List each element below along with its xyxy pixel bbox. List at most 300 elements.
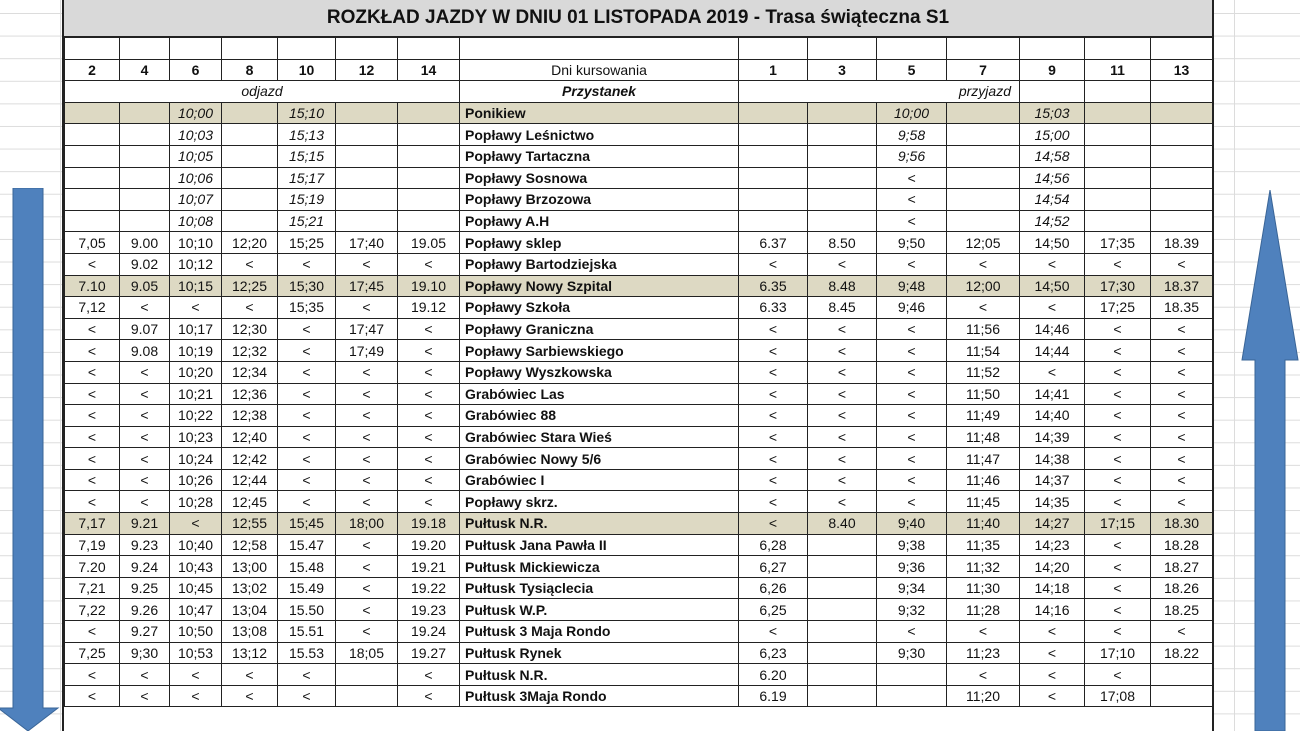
arrival-time-cell: 6.35 [739,275,808,297]
departure-time-cell: < [336,556,398,578]
departure-time-cell [336,685,398,707]
departure-time-cell: < [65,664,120,686]
arrival-time-cell: < [808,405,877,427]
arrival-time-cell: < [947,253,1020,275]
stop-name: Pułtusk Rynek [460,642,739,664]
departure-time-cell: < [398,383,460,405]
departure-time-cell: 15;30 [278,275,336,297]
arrival-time-cell: < [1151,469,1213,491]
arrival-time-cell: < [1020,621,1085,643]
arrival-time-cell [808,210,877,232]
arrival-time-cell: 18.25 [1151,599,1213,621]
arrival-time-cell: 6,25 [739,599,808,621]
arrival-time-cell [808,642,877,664]
arrival-time-cell: < [877,383,947,405]
arrival-time-cell: < [1020,642,1085,664]
departure-time-cell: < [65,448,120,470]
departure-time-cell: 15.49 [278,577,336,599]
timetable-sheet [62,0,1214,731]
arrival-time-cell: < [877,621,947,643]
arrival-time-cell: < [1085,664,1151,686]
departure-time-cell: < [336,491,398,513]
departure-time-cell: < [278,491,336,513]
arrival-time-cell [739,102,808,124]
departure-time-cell: 15;15 [278,145,336,167]
arrival-time-cell: 17;25 [1085,297,1151,319]
arrival-time-cell: < [1085,448,1151,470]
departure-time-cell: < [65,253,120,275]
departure-time-cell: 12;58 [222,534,278,556]
arrival-time-cell [808,621,877,643]
departure-time-cell: 9.05 [120,275,170,297]
arrival-time-cell: 11;40 [947,513,1020,535]
arrival-time-cell: < [1151,361,1213,383]
table-row [65,469,1213,491]
arrival-time-cell: 9;56 [877,145,947,167]
departure-time-cell: < [65,685,120,707]
table-row [65,145,1213,167]
arrival-time-cell: 14;20 [1020,556,1085,578]
arrival-time-cell: 11;35 [947,534,1020,556]
departure-time-cell: 15.47 [278,534,336,556]
departure-time-cell: 19.12 [398,297,460,319]
stop-name: Pułtusk 3Maja Rondo [460,685,739,707]
departure-time-cell [65,189,120,211]
arrival-time-cell: < [808,491,877,513]
departure-time-cell [222,145,278,167]
departure-time-cell: < [278,426,336,448]
departure-time-cell [65,210,120,232]
arrival-time-cell: < [877,167,947,189]
arrival-time-cell: 14;41 [1020,383,1085,405]
departure-time-cell: < [398,405,460,427]
arrival-time-cell: < [1085,426,1151,448]
arrival-time-cell: < [1085,577,1151,599]
departure-time-cell: < [278,469,336,491]
arrival-time-cell: 9;48 [877,275,947,297]
arrival-time-cell: 18.39 [1151,232,1213,254]
departure-time-cell: 10;23 [170,426,222,448]
departure-time-cell: 9.08 [120,340,170,362]
arrival-time-cell: < [808,383,877,405]
departure-time-cell: < [170,664,222,686]
departure-time-cell: < [278,448,336,470]
departure-time-cell: 17;45 [336,275,398,297]
table-row [65,318,1213,340]
arrival-time-cell: 14;52 [1020,210,1085,232]
departure-time-cell: 15;13 [278,124,336,146]
arrival-time-cell: 6.20 [739,664,808,686]
departure-time-cell: 12;44 [222,469,278,491]
departure-time-cell: 19.18 [398,513,460,535]
arrival-time-cell: 6.19 [739,685,808,707]
arrival-time-cell: < [739,318,808,340]
arrival-time-cell: 11;47 [947,448,1020,470]
arrival-time-cell: 14;46 [1020,318,1085,340]
departure-time-cell: < [120,405,170,427]
arrival-time-cell [808,534,877,556]
departure-time-cell: < [278,361,336,383]
departure-time-cell: < [336,599,398,621]
arrival-time-cell: 14;16 [1020,599,1085,621]
arrival-time-cell [1151,124,1213,146]
arrival-time-cell [877,664,947,686]
arrival-time-cell: < [877,361,947,383]
departure-time-cell: 10;03 [170,124,222,146]
departure-time-cell: 17;49 [336,340,398,362]
arrival-time-cell: < [808,448,877,470]
departure-time-cell: < [336,448,398,470]
departure-time-cell: 12;45 [222,491,278,513]
arrival-time-cell: < [877,469,947,491]
arrival-time-cell: < [1020,297,1085,319]
departure-time-cell [398,167,460,189]
departure-time-cell [222,167,278,189]
departure-time-cell: < [278,685,336,707]
arrival-time-cell: 14;44 [1020,340,1085,362]
arrival-time-cell: 11;48 [947,426,1020,448]
departure-time-cell: 13;08 [222,621,278,643]
departure-time-cell: 19.21 [398,556,460,578]
arrival-time-cell: < [1020,664,1085,686]
departure-time-cell [398,124,460,146]
arrival-time-cell: < [877,405,947,427]
departure-time-cell: < [398,664,460,686]
stop-name: Popławy Leśnictwo [460,124,739,146]
arrival-time-cell: < [947,664,1020,686]
arrival-time-cell: < [1151,318,1213,340]
arrival-time-cell: 11;52 [947,361,1020,383]
departure-time-cell: 10;50 [170,621,222,643]
table-row [65,275,1213,297]
departure-time-cell: < [278,383,336,405]
departure-time-cell: < [170,685,222,707]
arrival-time-cell: 8.48 [808,275,877,297]
table-row [65,297,1213,319]
course-number: 12 [336,59,398,81]
arrival-time-cell: 9;32 [877,599,947,621]
departure-time-cell [336,124,398,146]
stop-name: Grabówiec I [460,469,739,491]
departure-time-cell: < [336,253,398,275]
departure-time-cell: 17;47 [336,318,398,340]
arrival-time-cell: 14;35 [1020,491,1085,513]
stop-name: Popławy A.H [460,210,739,232]
departure-time-cell: 10;00 [170,102,222,124]
course-number: 14 [398,59,460,81]
arrival-time-cell [947,124,1020,146]
departure-time-cell: < [336,469,398,491]
arrival-time-cell: < [1085,491,1151,513]
arrival-time-cell: 11;46 [947,469,1020,491]
table-row [65,426,1213,448]
arrival-time-cell: < [1085,253,1151,275]
departure-time-cell: 10;28 [170,491,222,513]
departure-time-cell: 10;12 [170,253,222,275]
departure-time-cell: 10;21 [170,383,222,405]
arrival-time-cell: < [1020,253,1085,275]
arrow-down-icon [0,188,60,731]
departure-time-cell: < [65,426,120,448]
departure-time-cell: < [222,297,278,319]
departure-time-cell: 19.23 [398,599,460,621]
arrival-time-cell: 14;56 [1020,167,1085,189]
arrival-time-cell [739,145,808,167]
stop-name: Popławy Graniczna [460,318,739,340]
days-header: Dni kursowania [460,59,739,81]
departure-time-cell: 9.00 [120,232,170,254]
departure-time-cell: 10;53 [170,642,222,664]
departure-time-cell: < [120,426,170,448]
table-row [65,210,1213,232]
departure-time-cell: < [65,340,120,362]
departure-time-cell: < [398,426,460,448]
stop-name: Popławy Sarbiewskiego [460,340,739,362]
departure-time-cell: 18;00 [336,513,398,535]
table-row [65,491,1213,513]
arrival-time-cell: 11;56 [947,318,1020,340]
timetable [64,37,1213,707]
departure-time-cell [120,145,170,167]
label-row [65,81,1213,103]
arrival-time-cell: < [739,469,808,491]
arrival-time-cell: 8.40 [808,513,877,535]
arrival-time-cell [808,577,877,599]
arrival-time-cell [1151,664,1213,686]
stop-name: Grabówiec Nowy 5/6 [460,448,739,470]
arrival-time-cell: < [1151,426,1213,448]
departure-time-cell: < [336,426,398,448]
departure-time-cell: 7,05 [65,232,120,254]
table-row [65,361,1213,383]
departure-time-cell: 10;20 [170,361,222,383]
departure-time-cell: < [222,253,278,275]
course-number: 4 [120,59,170,81]
arrival-time-cell: < [1151,383,1213,405]
arrival-time-cell: 18.27 [1151,556,1213,578]
arrival-time-cell: 6,26 [739,577,808,599]
table-row [65,621,1213,643]
arrival-time-cell: < [1085,383,1151,405]
arrival-time-cell: 11;23 [947,642,1020,664]
arrival-time-cell: 14;37 [1020,469,1085,491]
arrival-time-cell: < [739,621,808,643]
departure-time-cell: 19.20 [398,534,460,556]
departure-time-cell: 10;15 [170,275,222,297]
departure-time-cell: < [398,253,460,275]
departure-time-cell: < [336,361,398,383]
departure-time-cell [222,210,278,232]
departure-time-cell: < [65,491,120,513]
arrival-time-cell [739,167,808,189]
departure-time-cell: < [336,577,398,599]
arrival-time-cell: 11;45 [947,491,1020,513]
stop-column-label: Przystanek [460,81,739,103]
arrival-time-cell: < [947,297,1020,319]
departure-time-cell [336,167,398,189]
arrival-time-cell: 6,28 [739,534,808,556]
arrival-time-cell [1085,189,1151,211]
table-row [65,189,1213,211]
departure-time-cell: < [120,361,170,383]
departure-time-cell [120,102,170,124]
departure-time-cell: 15;17 [278,167,336,189]
stop-name: Grabówiec 88 [460,405,739,427]
departure-time-cell: 7,25 [65,642,120,664]
arrival-time-cell: 18.28 [1151,534,1213,556]
arrival-time-cell: 11;32 [947,556,1020,578]
arrival-time-cell: < [1151,405,1213,427]
departure-time-cell: < [398,448,460,470]
arrival-time-cell: < [1085,599,1151,621]
table-row [65,556,1213,578]
stop-name: Popławy Tartaczna [460,145,739,167]
arrival-time-cell [1151,189,1213,211]
arrival-time-cell: 12;00 [947,275,1020,297]
departure-time-cell: < [398,361,460,383]
departure-time-cell: 12;55 [222,513,278,535]
arrival-time-cell: < [877,189,947,211]
departure-time-cell: 9;30 [120,642,170,664]
departure-time-cell: 12;32 [222,340,278,362]
arrival-time-cell: < [1085,318,1151,340]
arrival-time-cell [1151,167,1213,189]
table-row [65,685,1213,707]
arrival-time-cell: < [739,426,808,448]
stop-name: Pułtusk N.R. [460,664,739,686]
arrival-time-cell: 17;08 [1085,685,1151,707]
departure-time-cell [65,145,120,167]
arrival-time-cell: < [877,340,947,362]
arrival-time-cell [1085,102,1151,124]
departure-time-cell: 12;38 [222,405,278,427]
stop-name: Popławy Wyszkowska [460,361,739,383]
arrow-up-icon [1240,190,1300,731]
arrival-time-cell: 18.30 [1151,513,1213,535]
departure-time-cell: < [398,469,460,491]
departure-time-cell [222,102,278,124]
arrival-time-cell: 10;00 [877,102,947,124]
arrival-time-cell: < [1085,556,1151,578]
departure-time-cell: 9.02 [120,253,170,275]
arrival-time-cell: 11;49 [947,405,1020,427]
arrival-time-cell: < [1085,405,1151,427]
table-row [65,102,1213,124]
arrival-time-cell: < [877,318,947,340]
stop-name: Popławy Brzozowa [460,189,739,211]
departure-time-cell [336,210,398,232]
departure-time-cell: 15.50 [278,599,336,621]
departure-time-cell: 10;40 [170,534,222,556]
arrival-time-cell: 17;10 [1085,642,1151,664]
departure-time-cell: < [65,469,120,491]
arrival-time-cell [947,210,1020,232]
arrival-time-cell: < [1085,469,1151,491]
table-row [65,253,1213,275]
arrival-time-cell: < [877,426,947,448]
table-row [65,383,1213,405]
arrival-time-cell: < [1151,491,1213,513]
departure-time-cell [120,124,170,146]
arrival-time-cell: < [1151,253,1213,275]
table-row [65,642,1213,664]
arrival-time-cell: 6,23 [739,642,808,664]
arrival-time-cell [1151,145,1213,167]
course-number: 5 [877,59,947,81]
departure-time-cell: 12;30 [222,318,278,340]
departure-time-cell: 15;45 [278,513,336,535]
departure-time-cell: 10;07 [170,189,222,211]
stop-name: Ponikiew [460,102,739,124]
table-row [65,664,1213,686]
departure-time-cell [222,124,278,146]
departure-time-cell: 12;42 [222,448,278,470]
course-number: 1 [739,59,808,81]
course-number: 11 [1085,59,1151,81]
arrival-time-cell: 17;15 [1085,513,1151,535]
arrival-time-cell: 14;54 [1020,189,1085,211]
departure-time-cell: 15;19 [278,189,336,211]
arrival-time-cell [808,685,877,707]
departure-time-cell: < [398,491,460,513]
departure-time-cell: 10;47 [170,599,222,621]
departure-time-cell: < [120,491,170,513]
departure-time-cell: < [336,297,398,319]
arrival-time-cell: < [739,361,808,383]
departure-time-cell: 13;04 [222,599,278,621]
arrival-time-cell: < [877,448,947,470]
arrival-time-cell: < [739,448,808,470]
departure-time-cell: < [278,340,336,362]
course-number: 9 [1020,59,1085,81]
arrival-time-cell [808,664,877,686]
arrival-time-cell [739,189,808,211]
departure-time-cell: 13;00 [222,556,278,578]
arrival-time-cell: 15;00 [1020,124,1085,146]
stop-name: Popławy Szkoła [460,297,739,319]
departure-time-cell: 7,21 [65,577,120,599]
stop-name: Popławy Bartodziejska [460,253,739,275]
departure-time-cell [336,145,398,167]
arrival-time-cell [877,685,947,707]
stop-name: Pułtusk 3 Maja Rondo [460,621,739,643]
arrival-time-cell [808,102,877,124]
arrival-time-cell: 9;30 [877,642,947,664]
arrival-time-cell [1151,210,1213,232]
arrival-time-cell: 11;28 [947,599,1020,621]
arrival-label: przyjazd [739,81,1020,103]
arrival-time-cell: 6.37 [739,232,808,254]
timetable-title: ROZKŁAD JAZDY W DNIU 01 LISTOPADA 2019 - Trasa świąteczna S1 [64,0,1212,37]
arrival-time-cell: < [739,253,808,275]
departure-time-cell: 7,12 [65,297,120,319]
arrival-time-cell [1085,124,1151,146]
arrival-time-cell: 9;46 [877,297,947,319]
departure-time-cell: 12;40 [222,426,278,448]
departure-time-cell [336,189,398,211]
table-row [65,513,1213,535]
departure-time-cell: < [278,664,336,686]
departure-time-cell: < [170,297,222,319]
departure-time-cell: < [120,685,170,707]
departure-time-cell [120,189,170,211]
departure-time-cell: < [222,685,278,707]
arrival-time-cell: < [739,383,808,405]
departure-time-cell: 7.10 [65,275,120,297]
arrival-time-cell: 6,27 [739,556,808,578]
departure-time-cell: < [65,318,120,340]
arrival-time-cell: 6.33 [739,297,808,319]
